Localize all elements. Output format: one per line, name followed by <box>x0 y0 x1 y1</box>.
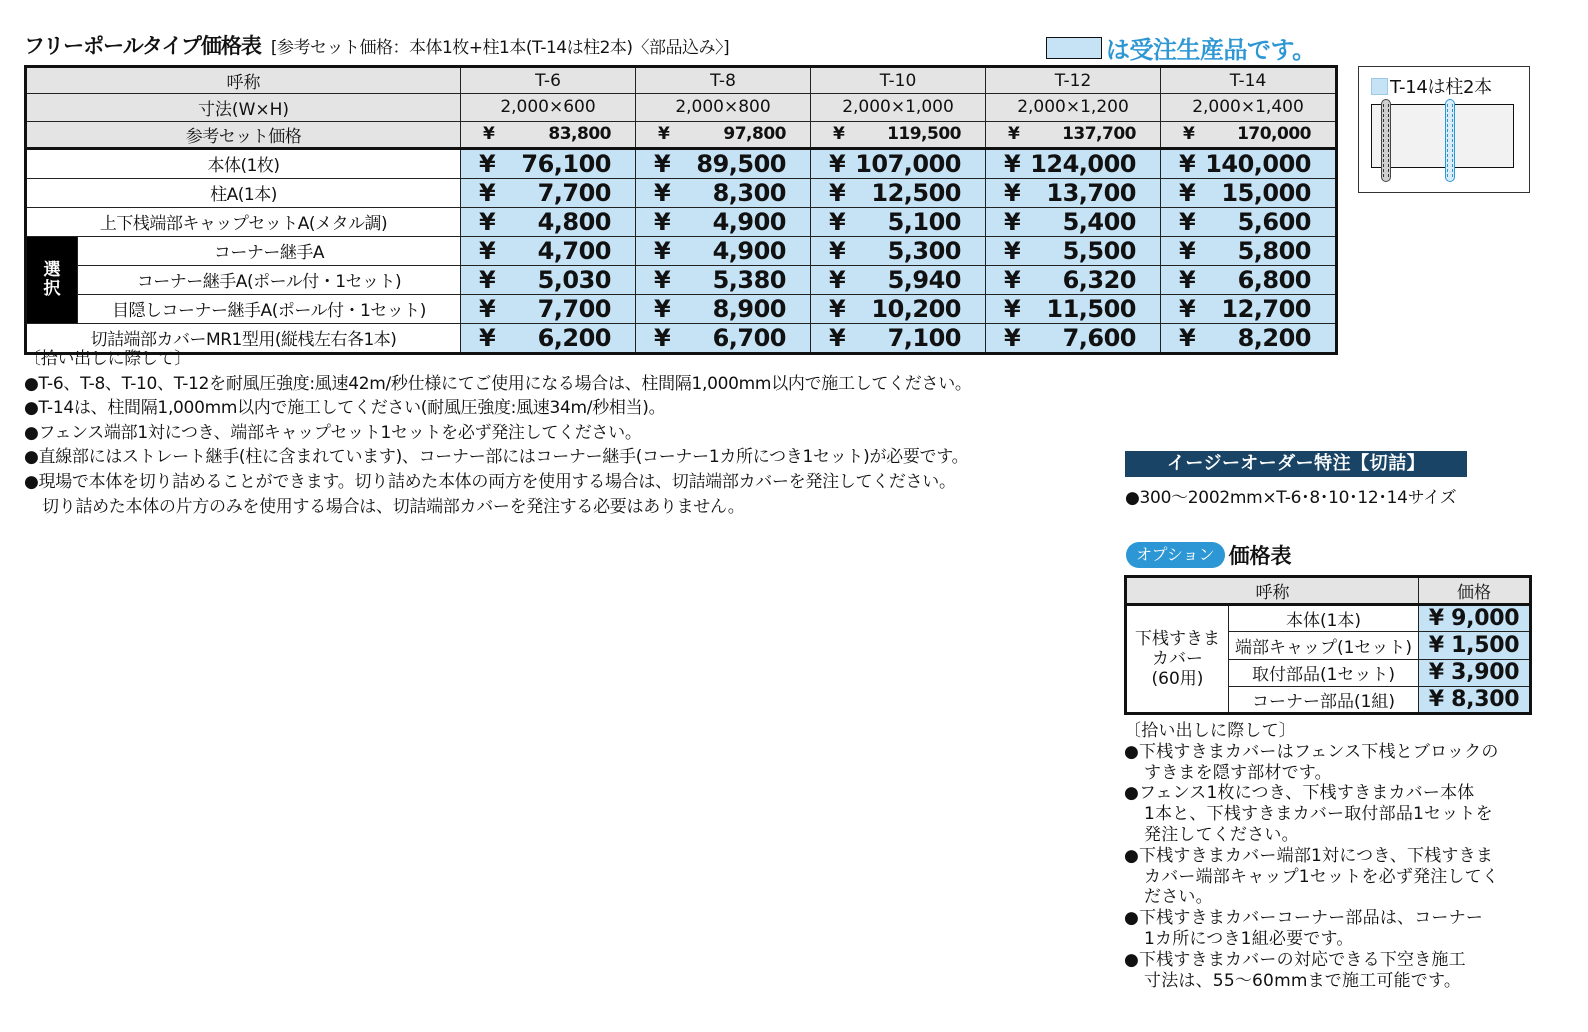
size-cell: 2,000×600 <box>461 94 636 121</box>
page-subtitle: [参考セット価格：本体1枚+柱1本(T-14は柱2本)〈部品込み〉] <box>270 38 730 58</box>
price-cell: ¥ 89,500 <box>636 148 811 178</box>
post-extra-shape <box>1445 99 1455 182</box>
legend-text: は受注生産品です。 <box>1106 36 1316 64</box>
fence-panel-shape <box>1371 104 1514 168</box>
page-header <box>24 30 729 60</box>
price-cell: ¥ 140,000 <box>1161 148 1337 178</box>
size-label: 寸法(W×H) <box>26 94 461 121</box>
option-row <box>1126 605 1531 632</box>
option-header-row <box>1126 577 1531 605</box>
price-cell: ¥ 107,000 <box>811 148 986 178</box>
row-label: 目隠しコーナー継手A(ポール付・1セット) <box>78 294 461 323</box>
option-price-cell: ¥ 3,900 <box>1419 659 1531 686</box>
price-cell: ¥ 15,000 <box>1161 178 1337 207</box>
ordering-notes <box>24 347 972 519</box>
option-header-name: 呼称 <box>1126 577 1419 605</box>
option-notes-heading: 〔拾い出しに際して〕 <box>1124 721 1296 741</box>
size-cell: 2,000×1,200 <box>986 94 1161 121</box>
option-notes <box>1124 721 1499 991</box>
option-note-line: ●下桟すきまカバー端部1対につき、下桟すきま <box>1124 845 1494 866</box>
price-cell: ¥ 11,500 <box>986 294 1161 323</box>
table-row <box>26 207 1337 236</box>
price-cell: ¥ 5,400 <box>986 207 1161 236</box>
size-row <box>26 94 1337 121</box>
row-label: コーナー継手A <box>78 236 461 265</box>
price-cell: ¥ 5,500 <box>986 236 1161 265</box>
option-price-cell: ¥ 9,000 <box>1419 605 1531 632</box>
option-row-label: 取付部品(1セット) <box>1229 659 1419 686</box>
size-cell: 2,000×800 <box>636 94 811 121</box>
header-cell-name: 呼称 <box>26 67 461 94</box>
price-cell: ¥ 8,900 <box>636 294 811 323</box>
set-price-row <box>26 121 1337 148</box>
page-title: フリーポールタイプ価格表 <box>24 34 261 58</box>
note-item: ●現場で本体を切り詰めることができます。切り詰めた本体の両方を使用する場合は、切詰端部カバーを発注してください。 <box>24 471 956 492</box>
price-cell: ¥ 12,700 <box>1161 294 1337 323</box>
set-price-cell: ¥ 137,700 <box>986 121 1161 148</box>
price-cell: ¥ 12,500 <box>811 178 986 207</box>
option-row-label: 本体(1本) <box>1229 605 1419 632</box>
option-section-title <box>1126 540 1292 570</box>
price-cell: ¥ 10,200 <box>811 294 986 323</box>
price-cell: ¥ 76,100 <box>461 148 636 178</box>
price-cell: ¥ 8,300 <box>636 178 811 207</box>
set-price-cell: ¥ 97,800 <box>636 121 811 148</box>
note-item-continuation: 切り詰めた本体の片方のみを使用する場合は、切詰端部カバーを発注する必要はありません。 <box>42 496 745 517</box>
option-row-label: コーナー部品(1組) <box>1229 686 1419 713</box>
price-cell: ¥ 124,000 <box>986 148 1161 178</box>
table-row <box>26 178 1337 207</box>
price-cell: ¥ 8,200 <box>1161 323 1337 353</box>
made-to-order-legend <box>1046 30 1316 65</box>
price-cell: ¥ 7,100 <box>811 323 986 353</box>
diagram-swatch <box>1371 78 1388 95</box>
table-header-row <box>26 67 1337 94</box>
size-cell: 2,000×1,000 <box>811 94 986 121</box>
option-note-line: 1本と、下桟すきまカバー取付部品1セットを <box>1144 804 1493 825</box>
option-group-label: 下桟すきま カバー (60用) <box>1126 605 1229 714</box>
price-cell: ¥ 4,900 <box>636 236 811 265</box>
option-title: 価格表 <box>1228 544 1292 568</box>
option-note-line: 寸法は、55～60mmまで施工可能です。 <box>1144 970 1462 991</box>
option-note-line: ●下桟すきまカバーの対応できる下空き施工 <box>1124 949 1466 970</box>
option-note-line: 1カ所につき1組必要です。 <box>1144 928 1354 949</box>
option-note-line: ださい。 <box>1144 887 1213 908</box>
price-cell: ¥ 6,800 <box>1161 265 1337 294</box>
notes-heading: 〔拾い出しに際して〕 <box>24 349 191 369</box>
select-group-label: 選択 <box>26 236 78 323</box>
note-item: ●T-14は、柱間隔1,000mm以内で施工してください(耐風圧強度:風速34m/秒相当)。 <box>24 398 666 419</box>
price-cell: ¥ 4,800 <box>461 207 636 236</box>
option-note-line: ●下桟すきまカバーはフェンス下桟とブロックの <box>1124 741 1499 762</box>
set-price-label: 参考セット価格 <box>26 121 461 148</box>
size-cell: 2,000×1,400 <box>1161 94 1337 121</box>
row-label: 上下桟端部キャップセットA(メタル調) <box>26 207 461 236</box>
set-price-cell: ¥ 83,800 <box>461 121 636 148</box>
price-cell: ¥ 5,600 <box>1161 207 1337 236</box>
price-cell: ¥ 7,700 <box>461 178 636 207</box>
table-row <box>26 265 1337 294</box>
header-cell-t6: T-6 <box>461 67 636 94</box>
set-price-cell: ¥ 119,500 <box>811 121 986 148</box>
row-label: 切詰端部カバーMR1型用(縦桟左右各1本) <box>26 323 461 353</box>
t14-post-diagram <box>1358 66 1530 193</box>
option-header-price: 価格 <box>1419 577 1531 605</box>
easy-order-banner: イージーオーダー特注【切詰】 <box>1125 451 1467 477</box>
option-price-cell: ¥ 8,300 <box>1419 686 1531 713</box>
post-standard-shape <box>1381 99 1391 182</box>
header-cell-t14: T-14 <box>1161 67 1337 94</box>
price-cell: ¥ 6,700 <box>636 323 811 353</box>
legend-swatch <box>1046 37 1102 59</box>
row-label: 柱A(1本) <box>26 178 461 207</box>
price-cell: ¥ 4,900 <box>636 207 811 236</box>
note-item: ●T-6、T-8、T-10、T-12を耐風圧強度:風速42m/秒仕様にてご使用になる場合は、柱間隔1,000mm以内で施工してください。 <box>24 373 972 394</box>
price-table <box>24 65 1338 355</box>
header-cell-t8: T-8 <box>636 67 811 94</box>
easy-order-note: ●300～2002mm×T-6･8･10･12･14サイズ <box>1125 488 1457 508</box>
price-cell: ¥ 5,380 <box>636 265 811 294</box>
price-cell: ¥ 6,200 <box>461 323 636 353</box>
option-note-line: ●下桟すきまカバーコーナー部品は、コーナー <box>1124 908 1484 929</box>
price-cell: ¥ 13,700 <box>986 178 1161 207</box>
option-note-line: すきまを隠す部材です。 <box>1144 762 1332 783</box>
option-row-label: 端部キャップ(1セット) <box>1229 632 1419 659</box>
header-cell-t10: T-10 <box>811 67 986 94</box>
price-cell: ¥ 5,940 <box>811 265 986 294</box>
row-label: 本体(1枚) <box>26 148 461 178</box>
price-cell: ¥ 5,100 <box>811 207 986 236</box>
table-row <box>26 148 1337 178</box>
option-price-table <box>1124 575 1532 715</box>
set-price-cell: ¥ 170,000 <box>1161 121 1337 148</box>
note-item: ●直線部にはストレート継手(柱に含まれています)、コーナー部にはコーナー継手(コーナー1カ所につき1セット)が必要です。 <box>24 447 969 468</box>
diagram-caption: T-14は柱2本 <box>1371 73 1492 99</box>
price-cell: ¥ 5,030 <box>461 265 636 294</box>
table-row <box>26 236 1337 265</box>
option-note-line: 発注してください。 <box>1144 824 1299 845</box>
price-cell: ¥ 5,800 <box>1161 236 1337 265</box>
price-cell: ¥ 7,600 <box>986 323 1161 353</box>
option-pill: オプション <box>1126 542 1225 568</box>
price-cell: ¥ 4,700 <box>461 236 636 265</box>
price-cell: ¥ 7,700 <box>461 294 636 323</box>
option-note-line: ●フェンス1枚につき、下桟すきまカバー本体 <box>1124 783 1475 804</box>
header-cell-t12: T-12 <box>986 67 1161 94</box>
note-item: ●フェンス端部1対につき、端部キャップセット1セットを必ず発注してください。 <box>24 422 642 443</box>
row-label: コーナー継手A(ポール付・1セット) <box>78 265 461 294</box>
table-row <box>26 294 1337 323</box>
price-cell: ¥ 5,300 <box>811 236 986 265</box>
price-cell: ¥ 6,320 <box>986 265 1161 294</box>
option-note-line: カバー端部キャップ1セットを必ず発注してく <box>1144 866 1500 887</box>
option-price-cell: ¥ 1,500 <box>1419 632 1531 659</box>
